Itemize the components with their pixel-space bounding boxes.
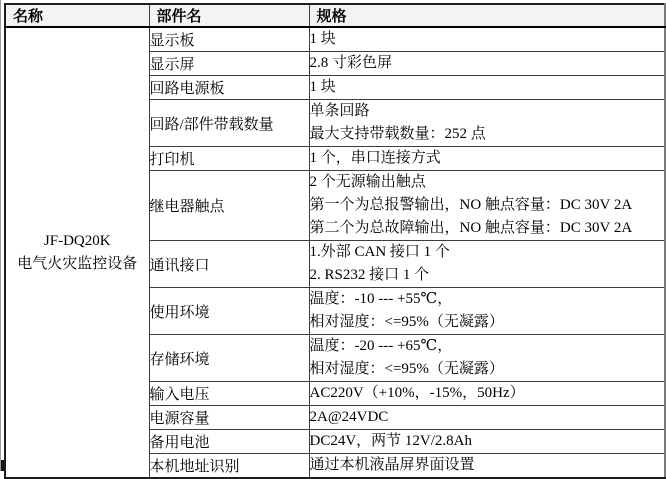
spec-cell <box>309 406 665 430</box>
spec-cell <box>309 454 665 479</box>
spec-cell <box>309 27 665 52</box>
part-name-cell: 本机地址识别 <box>149 454 309 479</box>
spec-line: 1 块 <box>309 31 336 47</box>
spec-line: AC220V（+10%，-15%，50Hz） <box>309 385 525 401</box>
part-name-cell: 存储环境 <box>149 335 309 382</box>
part-name-cell: 回路电源板 <box>149 76 309 100</box>
spec-line: 1.外部 CAN 接口 1 个 <box>309 244 450 260</box>
spec-cell <box>309 288 665 335</box>
spec-line: 2. RS232 接口 1 个 <box>309 267 430 283</box>
spec-line: 第一个为总报警输出，NO 触点容量：DC 30V 2A <box>309 197 633 213</box>
device-model: JF-DQ20K <box>43 232 111 249</box>
spec-cell <box>309 382 665 406</box>
spec-line: 单条回路 <box>309 103 370 119</box>
spec-cell <box>309 241 665 288</box>
device-name-cell <box>5 27 149 478</box>
spec-line: 温度：-20 --- +65℃， <box>309 338 453 354</box>
spec-line: 相对湿度：<=95%（无凝露） <box>309 361 504 377</box>
spec-cell <box>309 100 665 147</box>
header-row <box>5 4 665 27</box>
spec-cell <box>309 335 665 382</box>
part-name-cell: 使用环境 <box>149 288 309 335</box>
spec-cell <box>309 147 665 171</box>
header-part: 部件名 <box>149 4 309 27</box>
table-row <box>5 27 665 52</box>
spec-table <box>4 3 666 479</box>
spec-cell <box>309 171 665 241</box>
spec-line: 最大支持带载数量：252 点 <box>309 126 486 142</box>
part-name-cell: 通讯接口 <box>149 241 309 288</box>
spec-line: 通过本机液晶屏界面设置 <box>309 457 475 473</box>
spec-cell <box>309 52 665 76</box>
header-spec: 规格 <box>309 4 665 27</box>
spec-cell <box>309 76 665 100</box>
part-name-cell: 显示屏 <box>149 52 309 76</box>
part-name-cell: 回路/部件带载数量 <box>149 100 309 147</box>
spec-line: 温度：-10 --- +55℃， <box>309 291 453 307</box>
spec-line: 2A@24VDC <box>309 409 389 425</box>
part-name-cell: 备用电池 <box>149 430 309 454</box>
part-name-cell: 显示板 <box>149 27 309 52</box>
spec-line: 2 个无源输出触点 <box>309 174 426 190</box>
header-name: 名称 <box>5 4 149 27</box>
spec-cell <box>309 430 665 454</box>
part-name-cell: 电源容量 <box>149 406 309 430</box>
spec-line: 第二个为总故障输出，NO 触点容量：DC 30V 2A <box>309 220 633 236</box>
spec-line: 1 个，串口连接方式 <box>309 150 441 166</box>
spec-line: 相对湿度：<=95%（无凝露） <box>309 314 504 330</box>
part-name-cell: 继电器触点 <box>149 171 309 241</box>
spec-line: DC24V，两节 12V/2.8Ah <box>309 433 473 449</box>
spec-line: 2.8 寸彩色屏 <box>309 55 393 71</box>
device-type: 电气火灾监控设备 <box>17 255 138 272</box>
page-edge-line <box>0 0 1 471</box>
part-name-cell: 输入电压 <box>149 382 309 406</box>
spec-line: 1 块 <box>309 79 336 95</box>
part-name-cell: 打印机 <box>149 147 309 171</box>
